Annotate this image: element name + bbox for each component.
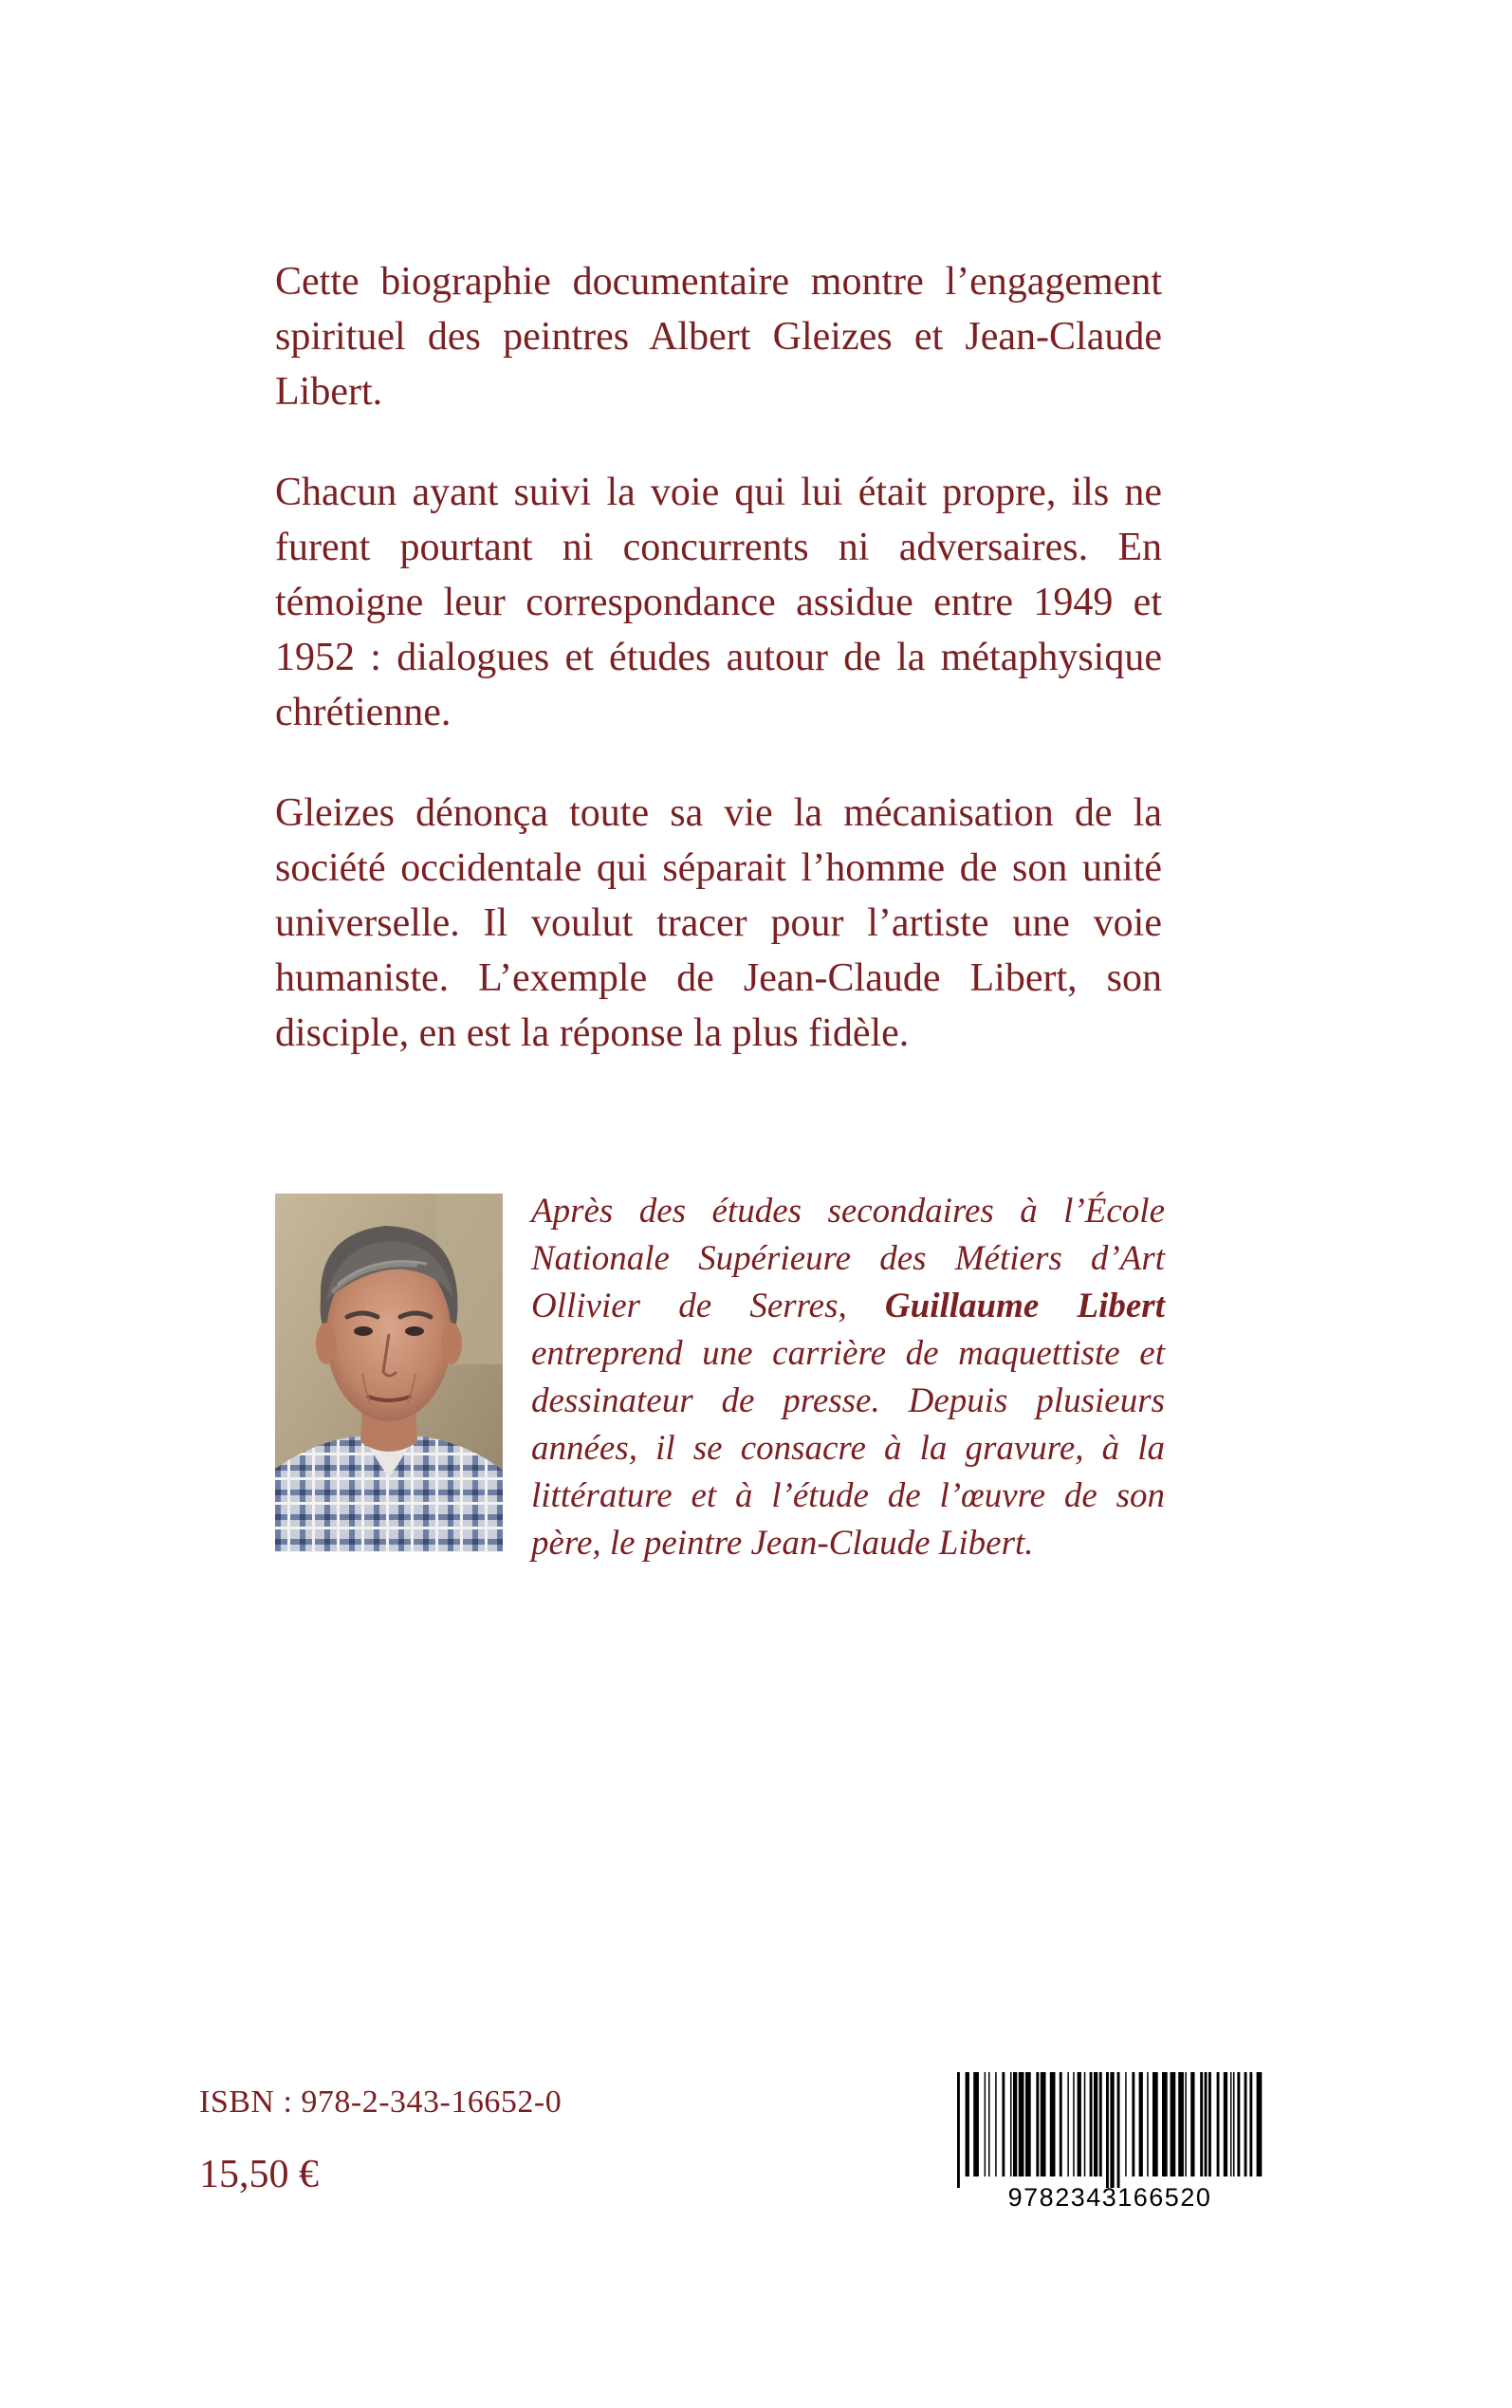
cover-blurb xyxy=(275,254,1162,1106)
barcode-bar xyxy=(1050,2072,1056,2176)
barcode-bar xyxy=(1171,2072,1176,2176)
barcode-bar xyxy=(1147,2072,1149,2176)
barcode-bar xyxy=(1084,2072,1086,2176)
barcode-bar xyxy=(1117,2072,1120,2188)
barcode-bar xyxy=(1217,2072,1220,2176)
barcode-bar xyxy=(1060,2072,1062,2176)
barcode-bar xyxy=(988,2072,990,2176)
barcode-bar xyxy=(1067,2072,1069,2176)
barcode-bar xyxy=(1237,2072,1240,2176)
barcode-bar xyxy=(1125,2072,1127,2176)
barcode-bar xyxy=(1249,2072,1252,2176)
barcode-bar xyxy=(1036,2072,1039,2176)
barcode-bar xyxy=(1224,2072,1227,2176)
barcode-bar xyxy=(1078,2072,1081,2176)
author-bio-intro: Après des études secondaires à l’École Nationale Supérieure des Métiers d’Art Ollivier de Serres, xyxy=(531,1192,1165,1325)
barcode-bar xyxy=(957,2072,960,2188)
barcode-bar xyxy=(1230,2072,1232,2176)
blurb-paragraph-2: Chacun ayant suivi la voie qui lui était propre, ils ne furent pourtant ni concurrents ni adversaires. En témoigne leur correspondance assidue entre 1949 et 1952 : dialogues et études autour de la métaphysique chrétienne. xyxy=(275,471,1162,734)
barcode-bar xyxy=(1019,2072,1024,2176)
blurb-paragraph-3: Gleizes dénonça toute sa vie la mécanisation de la société occidentale qui séparait l’homme de son unité universelle. Il voulut tracer pour l’artiste une voie humaniste. L’exemple de Jean-Claude Libert, son disciple, en est la réponse la plus fidèle. xyxy=(275,791,1162,1055)
barcode-bar xyxy=(1041,2072,1046,2176)
price: 15,50 € xyxy=(199,2153,319,2196)
author-bio-rest: entreprend une carrière de maquettiste et dessinateur de presse. Depuis plusieurs années, il se consacre à la gravure, à la littérature et à l’étude de l’œuvre de son père, le peintre Jean-Claude Libert. xyxy=(531,1334,1165,1563)
barcode-bar xyxy=(1106,2072,1109,2188)
barcode-bar xyxy=(1013,2072,1017,2176)
barcode xyxy=(953,2068,1266,2211)
barcode-bar xyxy=(1162,2072,1168,2176)
barcode-bar xyxy=(1010,2072,1012,2176)
barcode-bar xyxy=(1099,2072,1102,2176)
barcode-bar xyxy=(1073,2072,1075,2176)
isbn: ISBN : 978-2-343-16652-0 xyxy=(199,2084,562,2120)
author-section xyxy=(275,1192,1167,1563)
barcode-bar xyxy=(1200,2072,1203,2176)
barcode-bar xyxy=(995,2072,997,2176)
barcode-bar xyxy=(1190,2072,1194,2176)
barcode-bar xyxy=(1132,2072,1134,2176)
barcode-bar xyxy=(1139,2072,1143,2176)
barcode-bar xyxy=(1245,2072,1247,2176)
barcode-bar xyxy=(1090,2072,1093,2176)
barcode-bar xyxy=(985,2072,986,2176)
barcode-bar xyxy=(1178,2072,1184,2176)
barcode-bar xyxy=(966,2072,969,2176)
barcode-bar xyxy=(1205,2072,1208,2176)
barcode-bar xyxy=(1110,2072,1114,2188)
author-photo xyxy=(275,1194,503,1552)
author-name: Guillaume Libert xyxy=(884,1287,1165,1325)
blurb-paragraph-1: Cette biographie documentaire montre l’engagement spirituel des peintres Albert Gleizes et Jean-Claude Libert. xyxy=(275,260,1162,414)
barcode-bar xyxy=(1208,2072,1211,2176)
barcode-bar xyxy=(1025,2072,1031,2176)
author-bio xyxy=(531,1188,1165,1567)
barcode-bars xyxy=(957,2072,1262,2188)
barcode-bar xyxy=(1094,2072,1097,2176)
barcode-bar xyxy=(1152,2072,1158,2176)
barcode-bar xyxy=(1257,2072,1263,2176)
barcode-digits: 9782343166520 xyxy=(1007,2183,1212,2211)
barcode-bar xyxy=(973,2072,979,2176)
barcode-bar xyxy=(1185,2072,1187,2176)
barcode-bar xyxy=(1233,2072,1235,2176)
barcode-bar xyxy=(1002,2072,1005,2176)
